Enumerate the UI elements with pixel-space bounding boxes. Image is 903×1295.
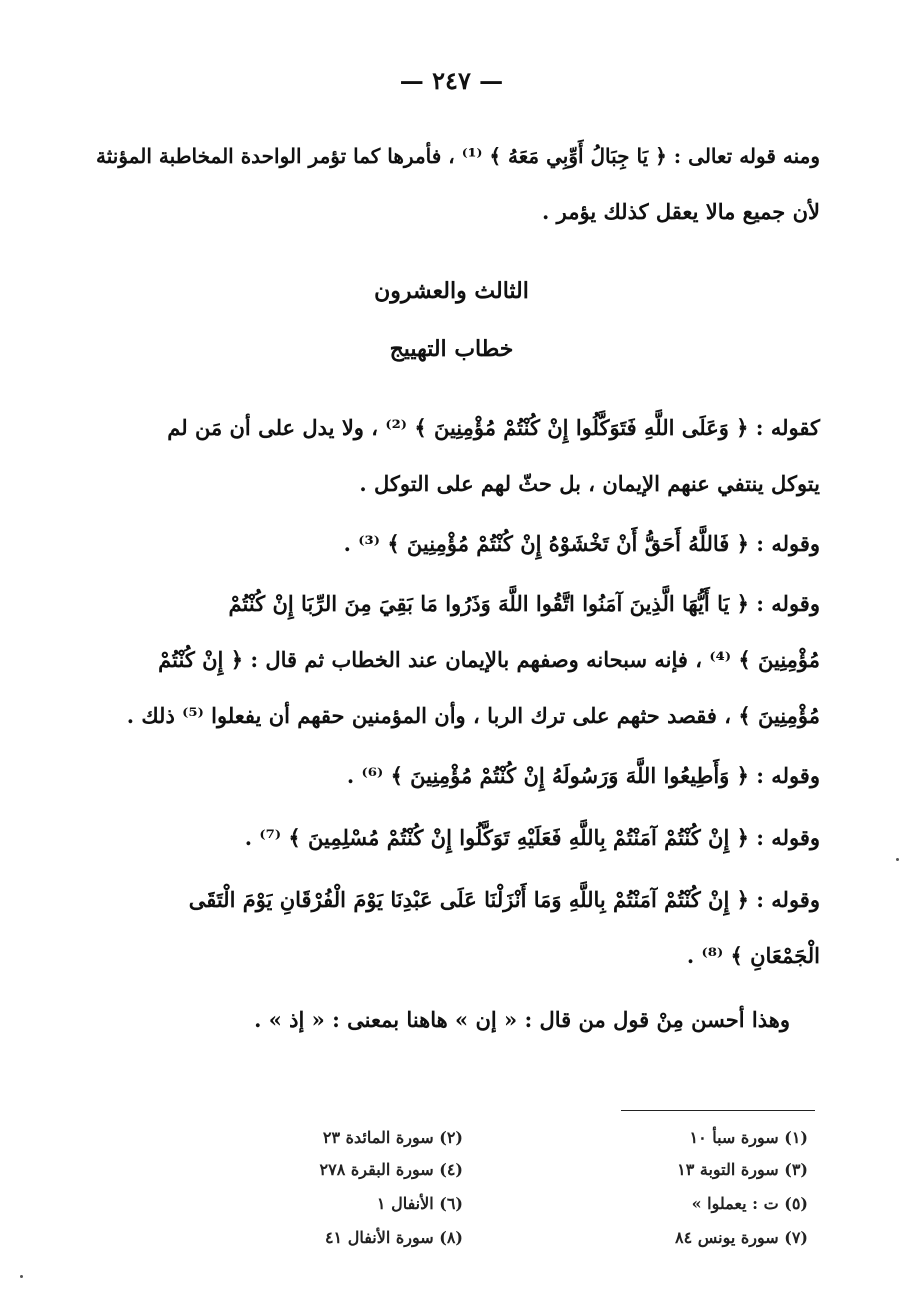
text-line: كقوله : ﴿ وَعَلَى اللَّهِ فَتَوَكَّلُوا إِنْ كُنْتُمْ مُؤْمِنِينَ ﴾ ⁽²⁾ ، ولا يدل على أن مَن لم: [167, 415, 820, 440]
text-line: الْجَمْعَانِ ﴾ ⁽⁸⁾ .: [686, 943, 820, 968]
text-line: ومنه قوله تعالى : ﴿ يَا جِبَالُ أَوِّبِي مَعَهُ ﴾ ⁽¹⁾ ، فأمرها كما تؤمر الواحدة المخاطبة المؤنثة: [96, 144, 820, 168]
page-number: — ٢٤٧ —: [399, 66, 504, 95]
text-line: مُؤْمِنِينَ ﴾ ⁽⁴⁾ ، فإنه سبحانه وصفهم بالإيمان عند الخطاب ثم قال : ﴿ إِنْ كُنْتُمْ: [158, 647, 820, 672]
footnote: (٨) سورة الأنفال ٤١: [324, 1228, 463, 1247]
text-line: وهذا أحسن مِنْ قول من قال : « إن » هاهنا بمعنى : « إذ » .: [254, 1007, 790, 1032]
footnote: (٥) ت : يعملوا »: [691, 1194, 808, 1213]
text-line: وقوله : ﴿ فَاللَّهُ أَحَقُّ أَنْ تَخْشَوْهُ إِنْ كُنْتُمْ مُؤْمِنِينَ ﴾ ⁽³⁾ .: [343, 531, 820, 556]
footnote: (٦) الأنفال ١: [376, 1194, 463, 1213]
scan-speck: [896, 858, 899, 861]
paragraph: [90, 576, 820, 744]
text-line: وقوله : ﴿ وَأَطِيعُوا اللَّهَ وَرَسُولَهُ إِنْ كُنْتُمْ مُؤْمِنِينَ ﴾ ⁽⁶⁾ .: [346, 763, 820, 788]
scan-speck: [20, 1275, 23, 1278]
paragraph: [90, 516, 820, 572]
paragraph: [90, 872, 820, 984]
text-line: وقوله : ﴿ إِنْ كُنْتُمْ آمَنْتُمْ بِاللَّهِ وَمَا أَنْزَلْنَا عَلَى عَبْدِنَا يَوْمَ الْفُرْقَانِ يَوْمَ الْتَقَى: [188, 887, 820, 912]
footnote: (١) سورة سبأ ١٠: [689, 1128, 808, 1147]
text-line: مُؤْمِنِينَ ﴾ ، فقصد حثهم على ترك الربا ، وأن المؤمنين حقهم أن يفعلوا ⁽⁵⁾ ذلك .: [126, 703, 820, 728]
paragraph: [90, 400, 820, 512]
footnote: (٧) سورة يونس ٨٤: [675, 1228, 808, 1247]
footnote: (٣) سورة التوبة ١٣: [677, 1160, 808, 1179]
text-line: وقوله : ﴿ إِنْ كُنْتُمْ آمَنْتُمْ بِاللَّهِ فَعَلَيْهِ تَوَكَّلُوا إِنْ كُنْتُمْ مُسْلِمِينَ ﴾ ⁽⁷⁾ .: [244, 825, 820, 850]
paragraph: [90, 992, 790, 1048]
paragraph: [90, 748, 820, 804]
section-number-heading: الثالث والعشرون: [374, 278, 529, 304]
text-line: لأن جميع مالا يعقل كذلك يؤمر .: [542, 199, 820, 224]
footnote: (٤) سورة البقرة ٢٧٨: [319, 1160, 463, 1179]
section-title-heading: خطاب التهييج: [389, 336, 514, 362]
paragraph: [90, 810, 820, 866]
text-line: يتوكل ينتفي عنهم الإيمان ، بل حثّ لهم على التوكل .: [359, 471, 820, 496]
footnote-separator: [621, 1110, 815, 1111]
text-line: وقوله : ﴿ يَا أَيُّهَا الَّذِينَ آمَنُوا اتَّقُوا اللَّهَ وَذَرُوا مَا بَقِيَ مِنَ الرِّبَا إِنْ كُنْتُمْ: [228, 591, 820, 616]
footnote: (٢) سورة المائدة ٢٣: [322, 1128, 463, 1147]
intro-paragraph: [90, 128, 820, 240]
